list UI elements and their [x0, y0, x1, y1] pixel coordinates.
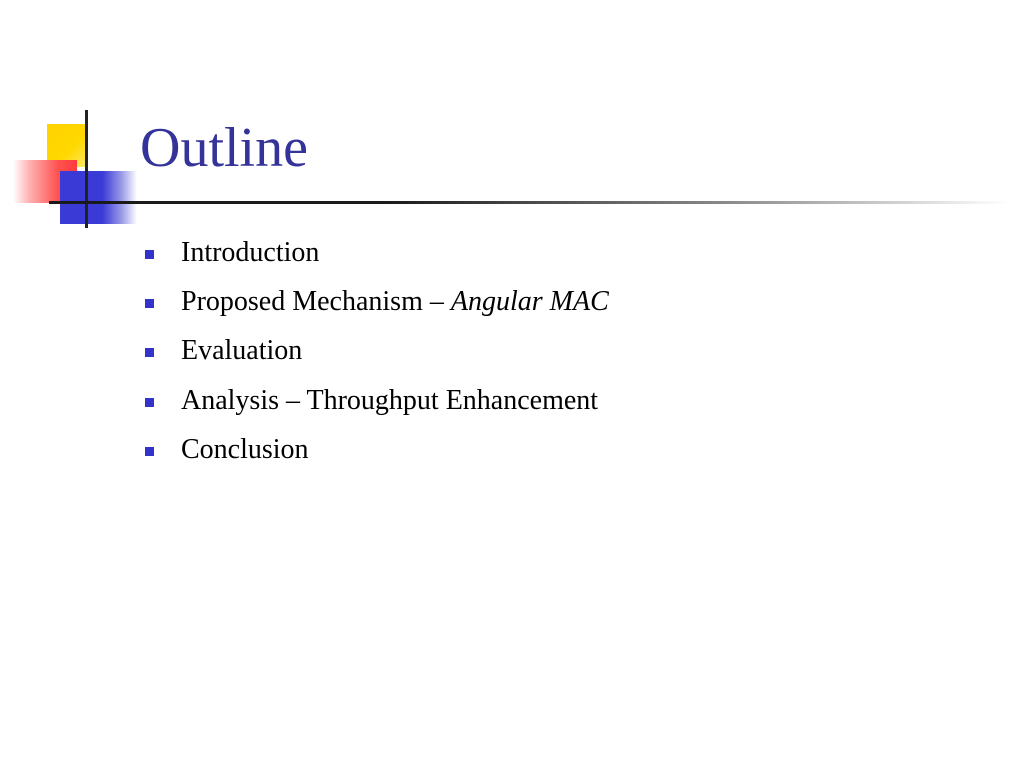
bullet-list [145, 230, 609, 476]
ornament-blue-square [60, 171, 137, 224]
bullet-item-conclusion [145, 427, 609, 476]
bullet-square-icon [145, 299, 154, 308]
bullet-item-proposed-mechanism [145, 279, 609, 328]
bullet-square-icon [145, 398, 154, 407]
bullet-text: Evaluation [181, 335, 303, 367]
bullet-square-icon [145, 447, 154, 456]
bullet-text: Introduction [181, 237, 320, 268]
bullet-text: Analysis – Throughput Enhancement [181, 384, 599, 416]
bullet-square-icon [145, 348, 154, 357]
bullet-item-evaluation [145, 328, 609, 377]
slide-title: Outline [140, 117, 308, 179]
bullet-item-analysis [145, 378, 609, 427]
title-underline [49, 201, 1009, 204]
bullet-item-introduction [145, 230, 609, 279]
bullet-text: Proposed Mechanism – [181, 286, 451, 318]
ornament-vertical-line [85, 110, 88, 228]
bullet-text: Conclusion [181, 433, 309, 465]
bullet-square-icon [145, 250, 154, 259]
bullet-emphasis: Angular MAC [450, 286, 609, 318]
corner-ornament [0, 0, 140, 240]
